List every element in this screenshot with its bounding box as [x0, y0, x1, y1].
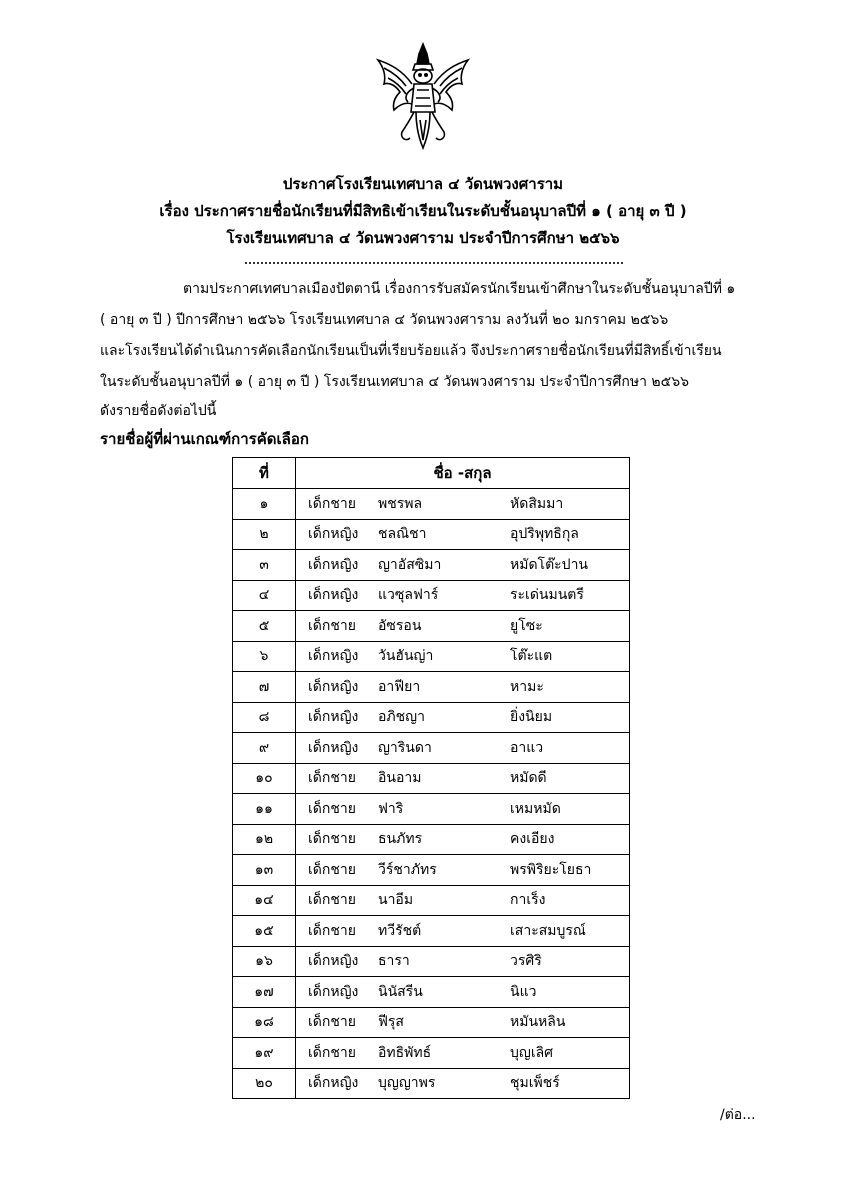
table-row: [233, 519, 630, 550]
dotted-divider: [245, 262, 623, 264]
table-row: [233, 1068, 630, 1099]
student-name-cell: [296, 794, 630, 825]
student-last-name: หามะ: [510, 678, 544, 695]
list-subtitle: รายชื่อผู้ที่ผ่านเกณฑ์การคัดเลือก: [100, 430, 309, 448]
student-title: เด็กชาย: [308, 831, 356, 848]
student-title: เด็กหญิง: [308, 587, 359, 604]
student-title: เด็กชาย: [308, 892, 356, 909]
table-header-row: [233, 458, 630, 489]
student-name-cell: [296, 550, 630, 581]
student-last-name: คงเอียง: [510, 831, 555, 848]
student-first-name: อภิชญา: [378, 709, 425, 726]
row-number: ๑๙: [233, 1038, 296, 1069]
student-last-name: ยูโซะ: [510, 617, 543, 634]
body-paragraph-line-4: ในระดับชั้นอนุบาลปีที่ ๑ ( อายุ ๓ ปี ) โรงเรียนเทศบาล ๔ วัดนพวงศาราม ประจำปีการศึกษา ๒๕๖๖: [100, 374, 689, 390]
student-first-name: วันฮันญ่า: [378, 648, 434, 665]
student-name-cell: [296, 733, 630, 764]
student-last-name: เสาะสมบูรณ์: [510, 922, 586, 939]
student-name-cell: [296, 977, 630, 1008]
student-name-cell: [296, 946, 630, 977]
row-number: ๓: [233, 550, 296, 581]
student-title: เด็กหญิง: [308, 678, 359, 695]
student-list-table: [232, 457, 630, 1099]
table-row: [233, 763, 630, 794]
student-first-name: ธารา: [378, 953, 410, 970]
student-title: เด็กหญิง: [308, 953, 359, 970]
student-last-name: อุปริพุทธิกุล: [510, 526, 579, 543]
student-name-cell: [296, 1038, 630, 1069]
student-first-name: อิทธิพัทธ์: [378, 1044, 432, 1061]
row-number: ๑๗: [233, 977, 296, 1008]
table-row: [233, 916, 630, 947]
row-number: ๑๖: [233, 946, 296, 977]
body-paragraph-line-5: ดังรายชื่อดังต่อไปนี้: [100, 403, 217, 419]
table-row: [233, 977, 630, 1008]
student-first-name: นาอีม: [378, 892, 414, 909]
row-number: ๑๔: [233, 885, 296, 916]
row-number: ๒๐: [233, 1068, 296, 1099]
student-last-name: หัดสิมมา: [510, 495, 564, 512]
student-name-cell: [296, 641, 630, 672]
body-paragraph-line-1: ตามประกาศเทศบาลเมืองปัตตานี เรื่องการรับสมัครนักเรียนเข้าศึกษาในระดับชั้นอนุบาลปีที่ ๑: [183, 281, 736, 297]
table-row: [233, 885, 630, 916]
student-first-name: ฟีรุส: [378, 1014, 404, 1031]
student-title: เด็กหญิง: [308, 709, 359, 726]
row-number: ๕: [233, 611, 296, 642]
student-title: เด็กชาย: [308, 770, 356, 787]
table-row: [233, 641, 630, 672]
row-number: ๑๒: [233, 824, 296, 855]
student-name-cell: [296, 763, 630, 794]
student-name-cell: [296, 885, 630, 916]
student-title: เด็กหญิง: [308, 648, 359, 665]
student-name-cell: [296, 580, 630, 611]
garuda-emblem-icon: [372, 40, 474, 152]
student-last-name: นิแว: [510, 983, 537, 1000]
student-first-name: ทวีรัชต์: [378, 922, 422, 939]
student-title: เด็กหญิง: [308, 739, 359, 756]
table-row: [233, 580, 630, 611]
table-row: [233, 550, 630, 581]
student-last-name: โต๊ะแต: [510, 648, 553, 665]
student-first-name: ญาอัสซิมา: [378, 556, 442, 573]
header-no: ที่: [233, 458, 296, 489]
row-number: ๑: [233, 489, 296, 520]
header-name: ชื่อ -สกุล: [296, 458, 630, 489]
student-first-name: ฟาริ: [378, 800, 404, 817]
student-title: เด็กหญิง: [308, 526, 359, 543]
student-first-name: นินัสรีน: [378, 983, 423, 1000]
student-first-name: ธนภัทร: [378, 831, 423, 848]
continued-marker: /ต่อ...: [720, 1107, 756, 1123]
student-first-name: แวซุลฟาร์: [378, 587, 439, 604]
row-number: ๑๐: [233, 763, 296, 794]
student-last-name: หมันหลิน: [510, 1014, 566, 1031]
student-title: เด็กชาย: [308, 495, 356, 512]
row-number: ๘: [233, 702, 296, 733]
student-title: เด็กหญิง: [308, 556, 359, 573]
table-row: [233, 946, 630, 977]
student-name-cell: [296, 1007, 630, 1038]
student-first-name: ชลณิชา: [378, 526, 427, 543]
table-row: [233, 794, 630, 825]
student-last-name: บุญเลิศ: [510, 1044, 554, 1061]
student-name-cell: [296, 519, 630, 550]
student-title: เด็กชาย: [308, 800, 356, 817]
table-row: [233, 733, 630, 764]
row-number: ๑๕: [233, 916, 296, 947]
row-number: ๙: [233, 733, 296, 764]
student-last-name: หมัดดี: [510, 770, 547, 787]
student-name-cell: [296, 916, 630, 947]
student-first-name: ญารินดา: [378, 739, 432, 756]
table-row: [233, 1038, 630, 1069]
student-last-name: ยิ่งนิยม: [510, 709, 553, 726]
student-first-name: วีร์ชาภัทร: [378, 861, 437, 878]
row-number: ๑๓: [233, 855, 296, 886]
table-row: [233, 824, 630, 855]
student-name-cell: [296, 672, 630, 703]
row-number: ๖: [233, 641, 296, 672]
student-last-name: พรพิริยะโยธา: [510, 861, 592, 878]
row-number: ๑๘: [233, 1007, 296, 1038]
student-title: เด็กหญิง: [308, 983, 359, 1000]
table-row: [233, 702, 630, 733]
student-title: เด็กชาย: [308, 1044, 356, 1061]
body-paragraph-line-2: ( อายุ ๓ ปี ) ปีการศึกษา ๒๕๖๖ โรงเรียนเทศบาล ๔ วัดนพวงศาราม ลงวันที่ ๒๐ มกราคม ๒๕๖๖: [100, 312, 669, 328]
student-name-cell: [296, 855, 630, 886]
announcement-subject: เรื่อง ประกาศรายชื่อนักเรียนที่มีสิทธิเข้าเรียนในระดับชั้นอนุบาลปีที่ ๑ ( อายุ ๓ ปี ): [159, 202, 687, 220]
student-title: เด็กชาย: [308, 617, 356, 634]
student-last-name: หมัดโต๊ะปาน: [510, 556, 588, 573]
table-row: [233, 611, 630, 642]
student-last-name: ชุมเพ็ชร์: [510, 1075, 560, 1092]
student-first-name: พชรพล: [378, 495, 423, 512]
student-first-name: อาฟียา: [378, 678, 421, 695]
table-row: [233, 1007, 630, 1038]
student-last-name: เหมหมัด: [510, 800, 561, 817]
student-title: เด็กชาย: [308, 1014, 356, 1031]
body-paragraph-line-3: และโรงเรียนได้ดำเนินการคัดเลือกนักเรียนเป็นที่เรียบร้อยแล้ว จึงประกาศรายชื่อนักเรียนที่มีสิทธิ์เข้าเรียน: [100, 343, 722, 359]
student-first-name: อินอาม: [378, 770, 422, 787]
row-number: ๑๑: [233, 794, 296, 825]
student-first-name: อัซรอน: [378, 617, 422, 634]
table-row: [233, 672, 630, 703]
student-name-cell: [296, 702, 630, 733]
student-name-cell: [296, 489, 630, 520]
student-name-cell: [296, 824, 630, 855]
student-last-name: วรศิริ: [510, 953, 542, 970]
announcement-school-year: โรงเรียนเทศบาล ๔ วัดนพวงศาราม ประจำปีการศึกษา ๒๕๖๖: [226, 229, 620, 247]
student-last-name: กาเร็ง: [510, 892, 546, 909]
student-title: เด็กชาย: [308, 861, 356, 878]
student-last-name: อาแว: [510, 739, 544, 756]
row-number: ๔: [233, 580, 296, 611]
student-last-name: ระเด่นมนตรี: [510, 587, 584, 604]
table-row: [233, 489, 630, 520]
row-number: ๒: [233, 519, 296, 550]
student-title: เด็กชาย: [308, 922, 356, 939]
row-number: ๗: [233, 672, 296, 703]
student-name-cell: [296, 1068, 630, 1099]
student-title: เด็กหญิง: [308, 1075, 359, 1092]
student-name-cell: [296, 611, 630, 642]
table-row: [233, 855, 630, 886]
student-first-name: บุญญาพร: [378, 1075, 436, 1092]
announcement-heading: ประกาศโรงเรียนเทศบาล ๔ วัดนพวงศาราม: [282, 175, 564, 193]
